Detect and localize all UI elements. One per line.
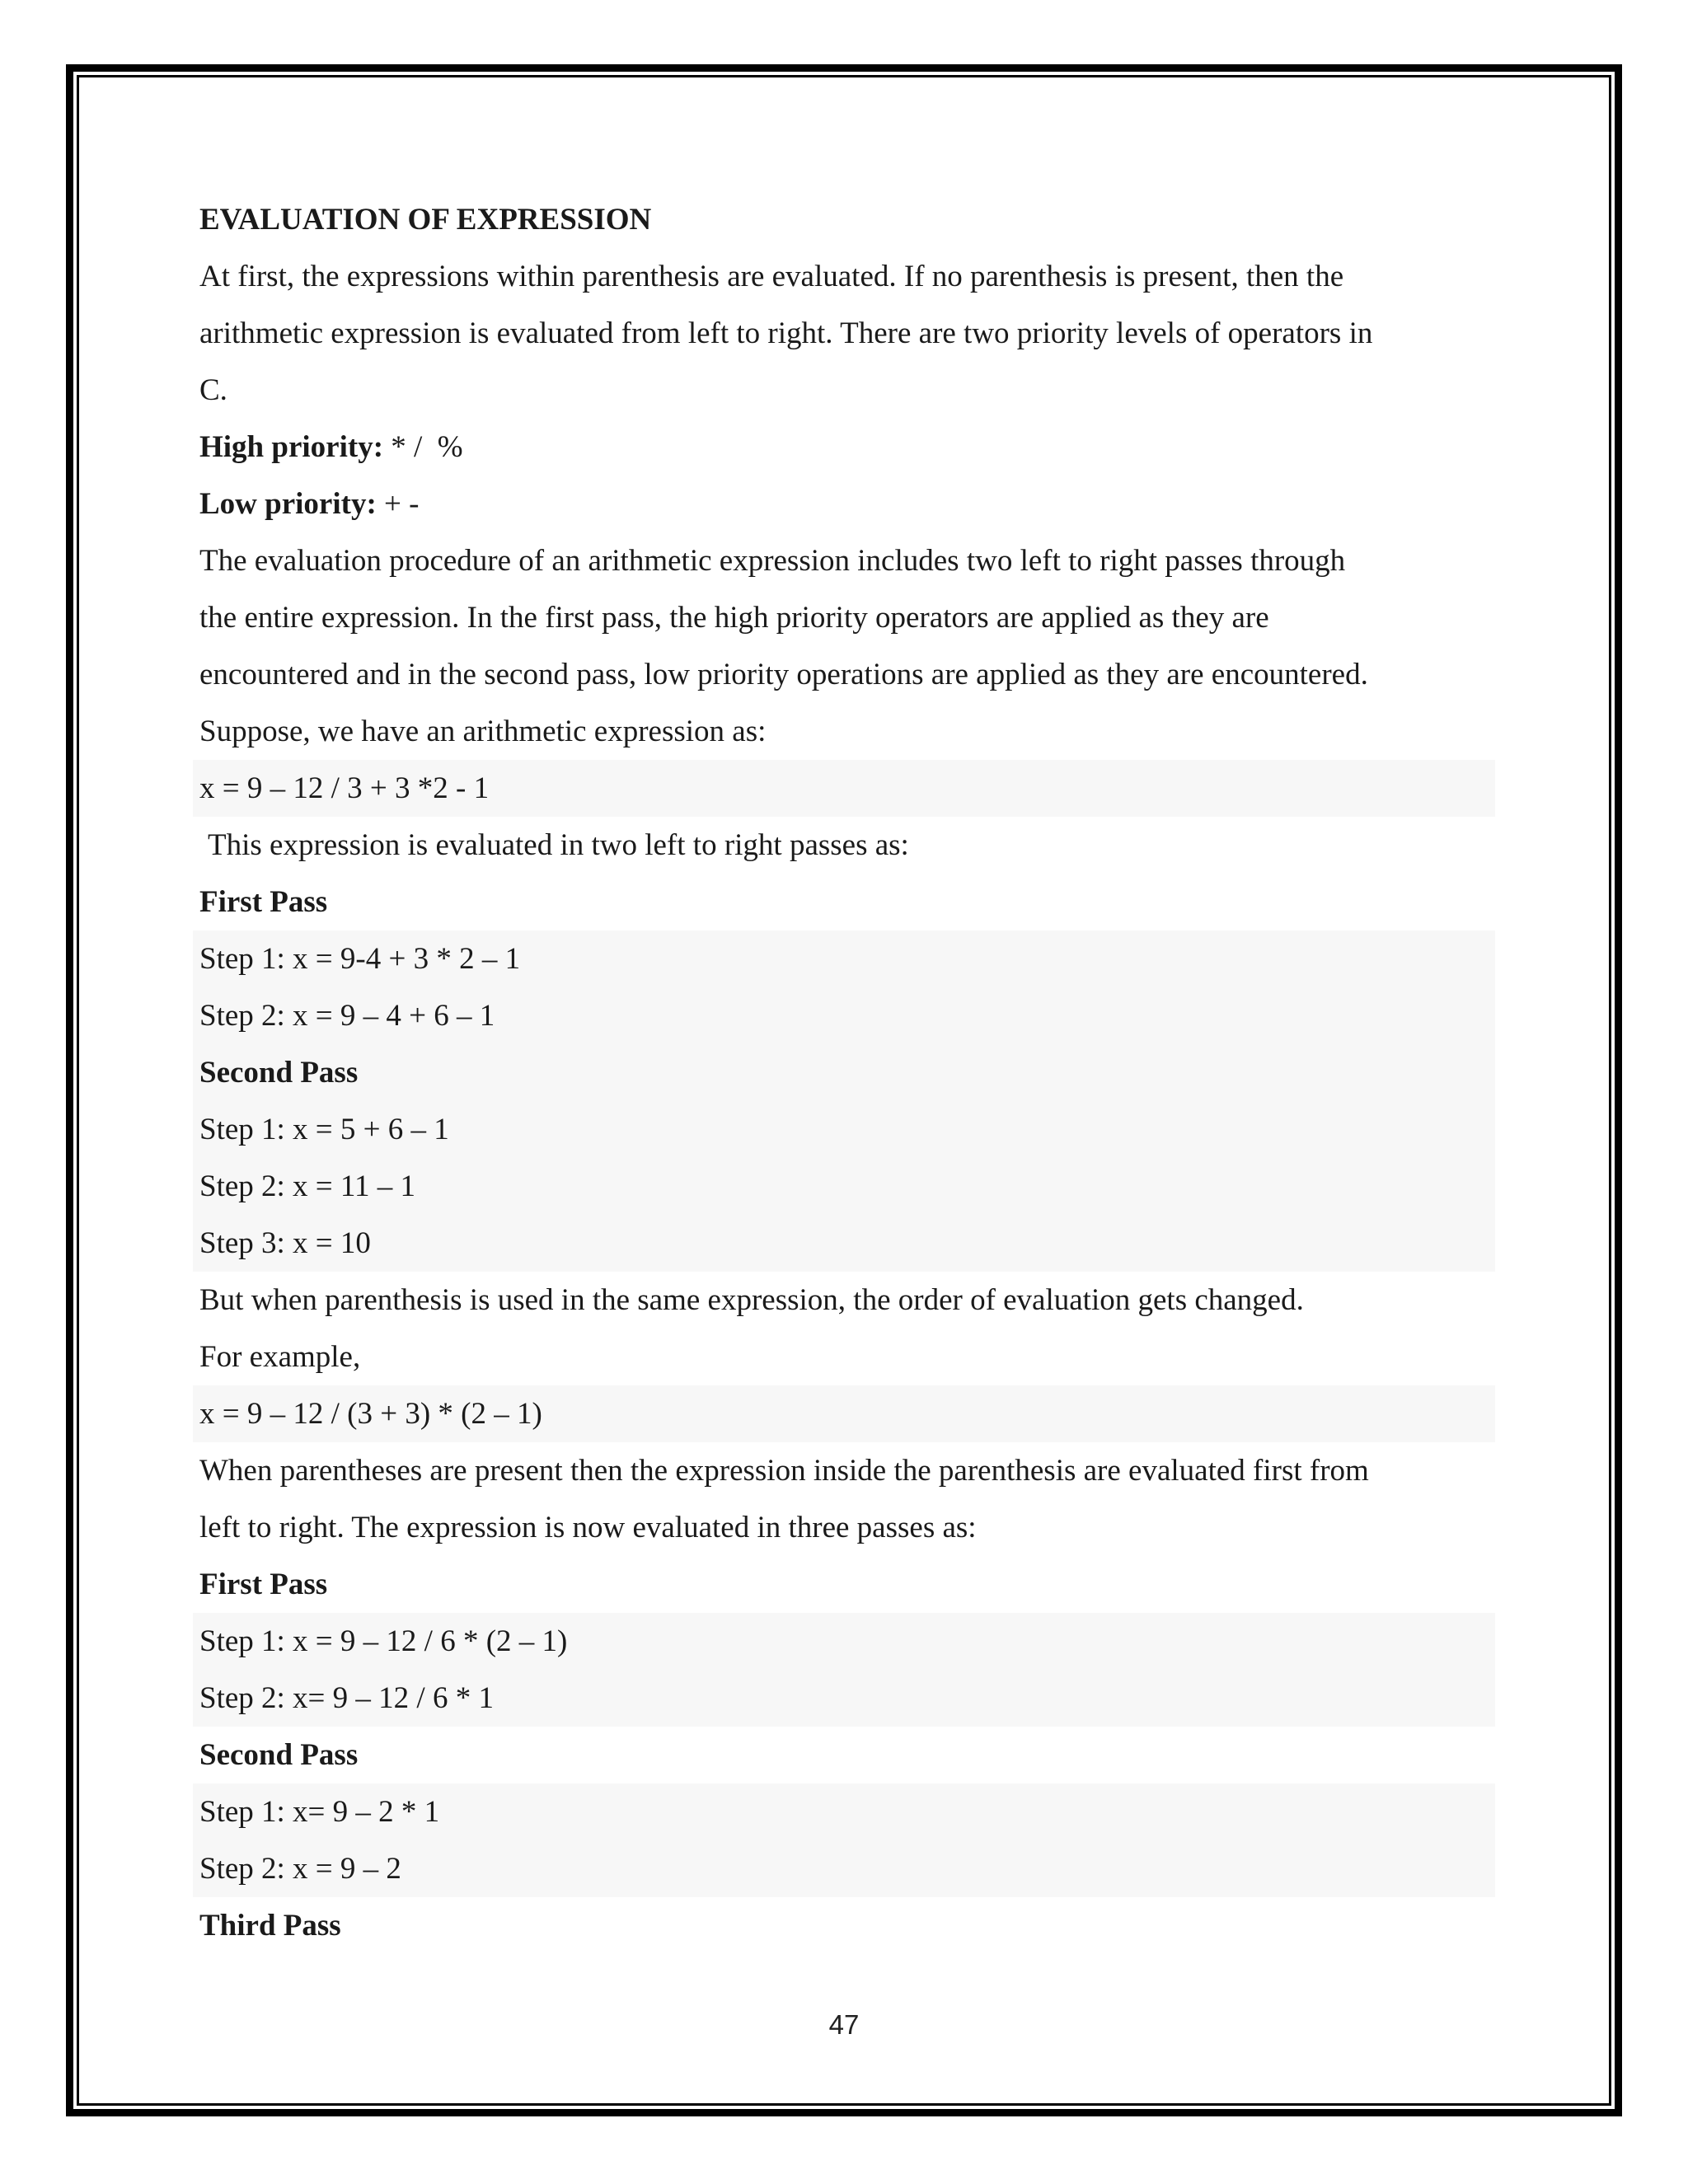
intro-line: C. [199, 373, 227, 407]
example2-third-pass-title: Third Pass [199, 1909, 341, 1943]
expression-1: x = 9 – 12 / 3 + 3 *2 - 1 [193, 760, 1495, 817]
high-priority-line [198, 419, 1496, 476]
section-heading: EVALUATION OF EXPRESSION [199, 203, 652, 237]
example2-second-pass-title: Second Pass [199, 1738, 359, 1772]
paren-line: But when parenthesis is used in the same expression, the order of evaluation gets changed. [199, 1283, 1304, 1317]
example1-second-pass-step: Step 1: x = 5 + 6 – 1 [193, 1101, 1495, 1158]
high-priority-value: * / % [383, 430, 463, 464]
example2-first-pass-title: First Pass [199, 1568, 328, 1601]
page-content [198, 191, 1496, 1954]
example2-first-pass-step: Step 2: x= 9 – 12 / 6 * 1 [193, 1670, 1495, 1727]
low-priority-line [198, 476, 1496, 532]
example2-second-pass-step: Step 1: x= 9 – 2 * 1 [193, 1783, 1495, 1840]
example1-second-pass-step: Step 3: x = 10 [193, 1215, 1495, 1272]
paren-explain-line: left to right. The expression is now evaluated in three passes as: [199, 1511, 977, 1544]
page-number: 47 [828, 2009, 860, 2040]
procedure-line: The evaluation procedure of an arithmetic expression includes two left to right passes through [199, 544, 1346, 578]
example2-second-pass-step: Step 2: x = 9 – 2 [193, 1840, 1495, 1897]
procedure-line: Suppose, we have an arithmetic expression as: [199, 715, 767, 748]
example2-first-pass-step: Step 1: x = 9 – 12 / 6 * (2 – 1) [193, 1613, 1495, 1670]
example1-first-pass-step: Step 1: x = 9-4 + 3 * 2 – 1 [193, 930, 1495, 987]
high-priority-label: High priority: [199, 430, 384, 464]
procedure-line: encountered and in the second pass, low priority operations are applied as they are encountered. [199, 658, 1368, 691]
example1-second-pass-step: Step 2: x = 11 – 1 [193, 1158, 1495, 1215]
paren-explain-line: When parentheses are present then the expression inside the parenthesis are evaluated first from [199, 1454, 1369, 1488]
low-priority-label: Low priority: [199, 487, 377, 521]
expression-1-note: This expression is evaluated in two left to right passes as: [208, 828, 909, 862]
example1-first-pass-step: Step 2: x = 9 – 4 + 6 – 1 [193, 987, 1495, 1044]
procedure-line: the entire expression. In the first pass, the high priority operators are applied as they are [199, 601, 1269, 635]
paren-line: For example, [199, 1340, 361, 1374]
low-priority-value: + - [376, 487, 420, 521]
example1-second-pass-title: Second Pass [193, 1044, 1495, 1101]
intro-line: arithmetic expression is evaluated from left to right. There are two priority levels of operators in [199, 316, 1373, 350]
example1-first-pass-title: First Pass [199, 885, 328, 919]
expression-2: x = 9 – 12 / (3 + 3) * (2 – 1) [193, 1385, 1495, 1442]
intro-line: At first, the expressions within parenthesis are evaluated. If no parenthesis is present, then the [199, 260, 1344, 293]
